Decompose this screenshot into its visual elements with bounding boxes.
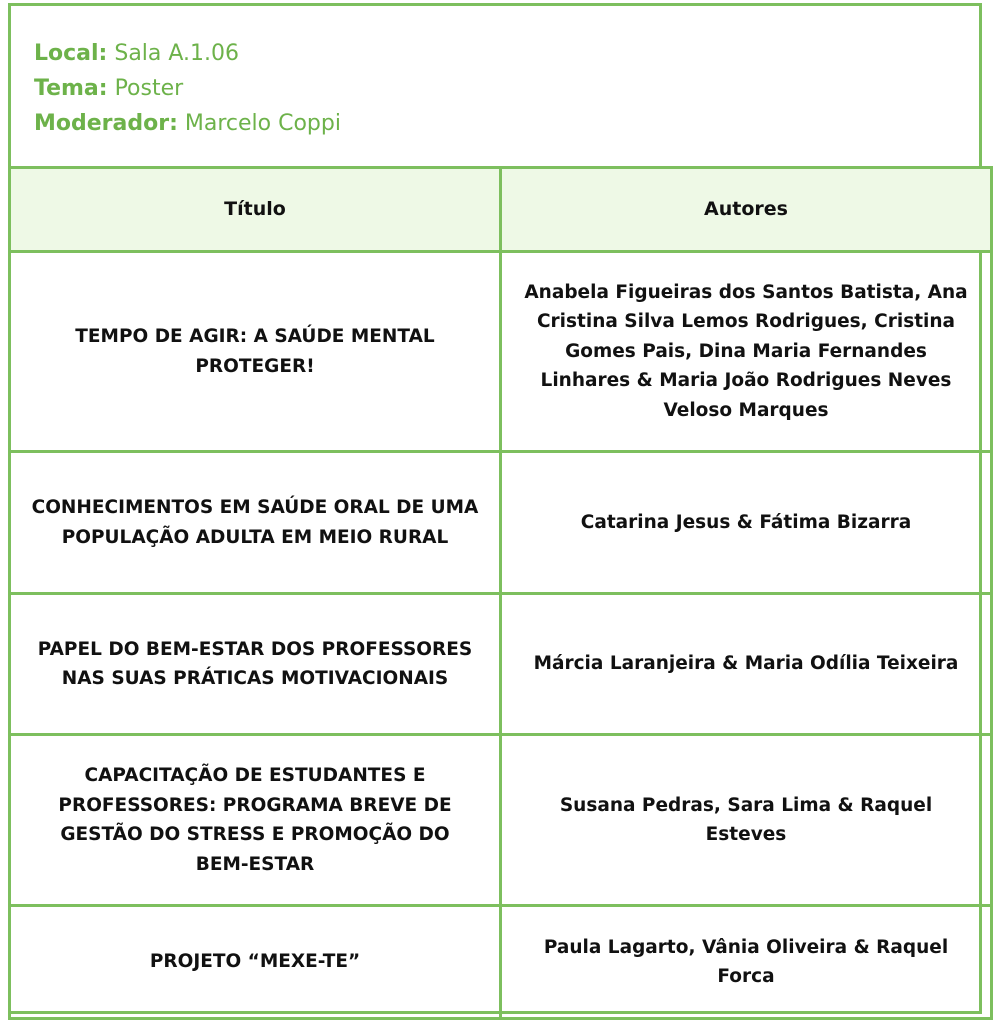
header-authors: Autores [501,168,992,252]
row-title: PROJETO “MEXE-TE” [10,906,501,1019]
header-title: Título [10,168,501,252]
poster-table [8,166,993,1020]
row-title: CAPACITAÇÃO DE ESTUDANTES E PROFESSORES: PROGRAMA BREVE DE GESTÃO DO STRESS E PROMOÇÃO DO BEM-ESTAR [10,735,501,906]
local-label: Local: [34,41,108,66]
local-row [34,36,988,71]
row-title: TEMPO DE AGIR: A SAÚDE MENTAL PROTEGER! [10,252,501,452]
moderador-label: Moderador: [34,111,178,136]
tema-value: Poster [114,76,184,101]
tema-label: Tema: [34,76,108,101]
table-row [10,252,992,452]
table-row [10,452,992,594]
row-title: PAPEL DO BEM-ESTAR DOS PROFESSORES NAS SUAS PRÁTICAS MOTIVACIONAIS [10,594,501,735]
local-value: Sala A.1.06 [114,41,240,66]
row-authors: Anabela Figueiras dos Santos Batista, Ana Cristina Silva Lemos Rodrigues, Cristina Gomes Pais, Dina Maria Fernandes Linhares & Maria João Rodrigues Neves Veloso Marques [501,252,992,452]
table-header-row [10,168,992,252]
row-authors: Márcia Laranjeira & Maria Odília Teixeira [501,594,992,735]
moderador-row [34,106,988,141]
tema-row [34,71,988,106]
row-authors: Susana Pedras, Sara Lima & Raquel Esteves [501,735,992,906]
row-title: CONHECIMENTOS EM SAÚDE ORAL DE UMA POPULAÇÃO ADULTA EM MEIO RURAL [10,452,501,594]
row-authors: Catarina Jesus & Fátima Bizarra [501,452,992,594]
table-row [10,906,992,1019]
moderador-value: Marcelo Coppi [184,111,341,136]
row-authors: Paula Lagarto, Vânia Oliveira & Raquel Forca [501,906,992,1019]
session-info [8,3,988,167]
table-row [10,594,992,735]
table-row [10,735,992,906]
